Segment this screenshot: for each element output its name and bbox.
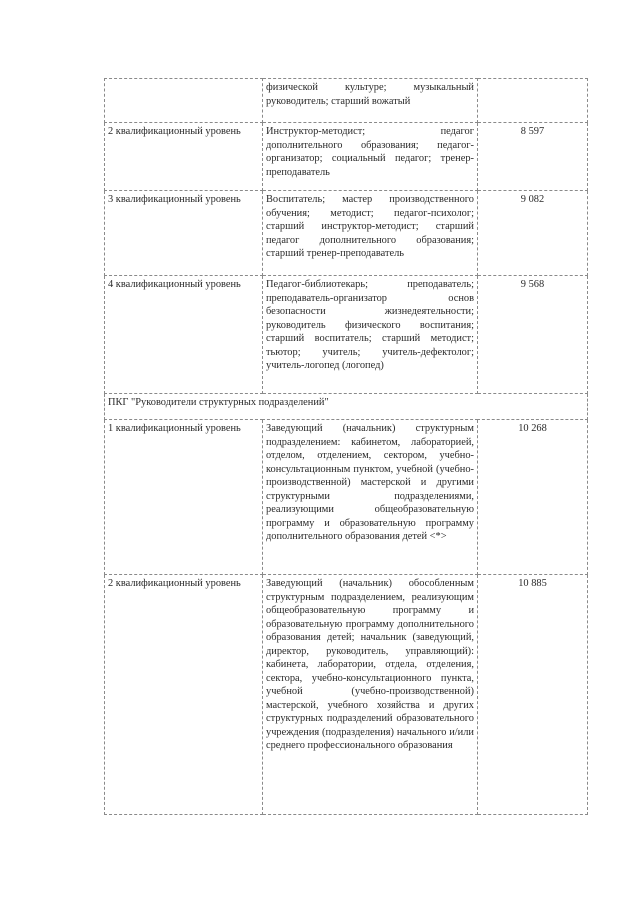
salary-amount: 8 597	[478, 123, 588, 191]
table-row	[105, 276, 588, 394]
salary-table	[104, 78, 588, 815]
position-list: Заведующий (начальник) обособленным структурным подразделением, реализующим общеобразовательную программу и образовательную программу дополнительного образования детей; начальник (заведующий, директор, руководитель, управляющий): кабинета, лаборатории, отдела, отделения, сектора, учебно-консультационного пункта, учебной (учебно-производственной) мастерской, учебного хозяйства и других структурных подразделений образовательного учреждения (подразделения) начального и/или среднего профессионального образования	[263, 575, 478, 815]
table-row	[105, 191, 588, 276]
position-list: физической культуре; музыкальный руководитель; старший вожатый	[263, 79, 478, 123]
level-cell: 3 квалификационный уровень	[105, 191, 263, 276]
salary-amount: 10 268	[478, 420, 588, 575]
position-list: Инструктор-методист; педагог дополнительного образования; педагог-организатор; социальный педагог; тренер-преподаватель	[263, 123, 478, 191]
level-cell: 4 квалификационный уровень	[105, 276, 263, 394]
salary-amount	[478, 79, 588, 123]
level-cell: 2 квалификационный уровень	[105, 575, 263, 815]
position-list: Педагог-библиотекарь; преподаватель; преподаватель-организатор основ безопасности жизнедеятельности; руководитель физического воспитания; старший воспитатель; старший методист; тьютор; учитель; учитель-дефектолог; учитель-логопед (логопед)	[263, 276, 478, 394]
salary-amount: 10 885	[478, 575, 588, 815]
position-list: Заведующий (начальник) структурным подразделением: кабинетом, лабораторией, отделом, отделением, сектором, учебно-консультационным пунктом, учебной (учебно-производственной) мастерской и другими структурными подразделениями, реализующими общеобразовательную программу и образовательную программу дополнительного образования детей <*>	[263, 420, 478, 575]
salary-amount: 9 568	[478, 276, 588, 394]
level-cell	[105, 79, 263, 123]
salary-amount: 9 082	[478, 191, 588, 276]
table-row	[105, 123, 588, 191]
table-row	[105, 79, 588, 123]
position-list: Воспитатель; мастер производственного обучения; методист; педагог-психолог; старший инструктор-методист; старший педагог дополнительного образования; старший тренер-преподаватель	[263, 191, 478, 276]
group-row	[105, 394, 588, 420]
table-row	[105, 420, 588, 575]
table-row	[105, 575, 588, 815]
level-cell: 1 квалификационный уровень	[105, 420, 263, 575]
level-cell: 2 квалификационный уровень	[105, 123, 263, 191]
group-title: ПКГ "Руководители структурных подразделений"	[105, 394, 588, 420]
